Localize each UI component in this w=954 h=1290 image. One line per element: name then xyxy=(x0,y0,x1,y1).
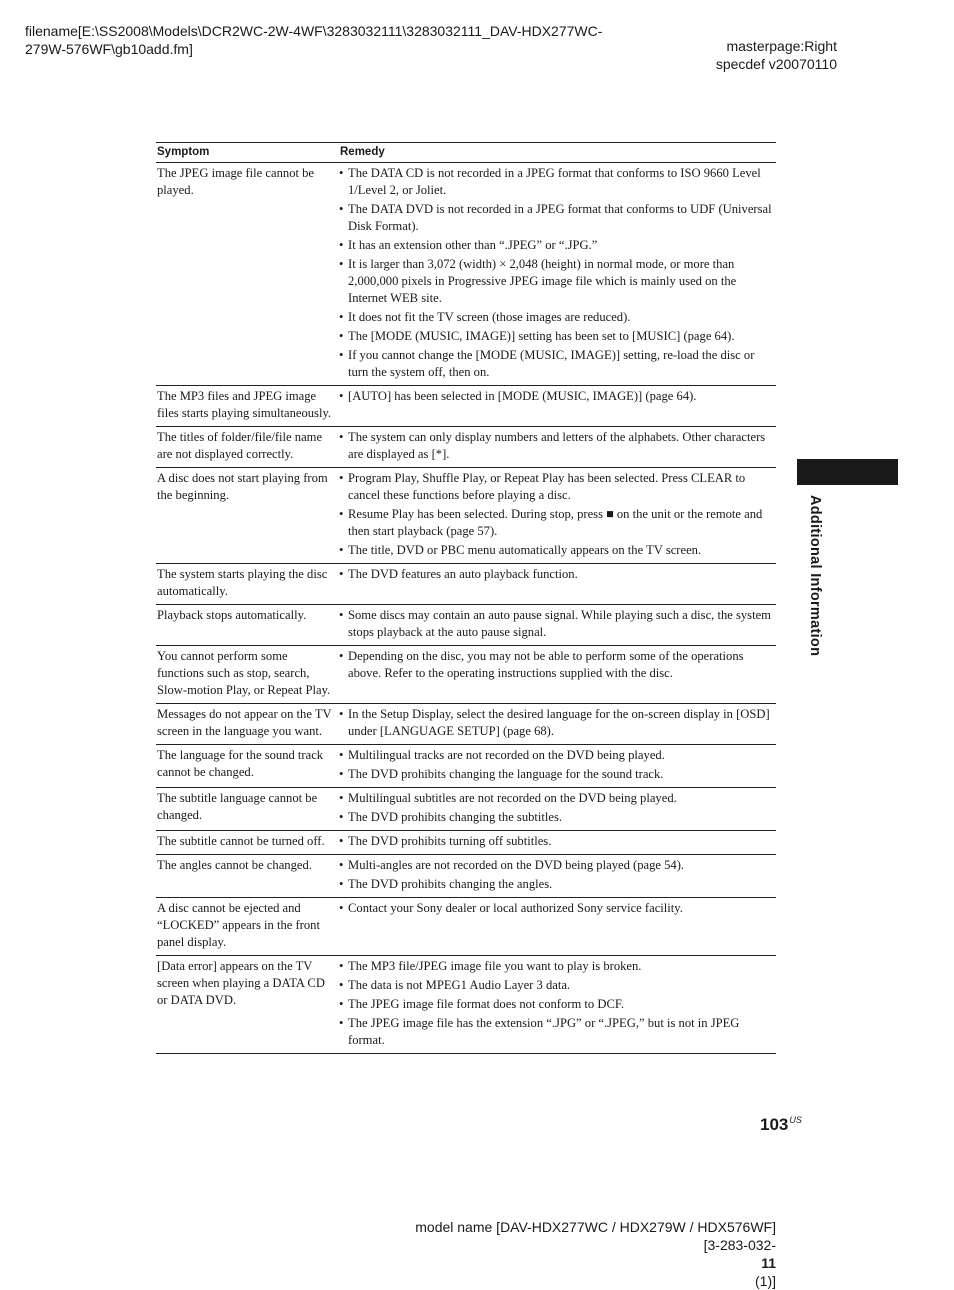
table-row xyxy=(156,427,776,468)
remedy-item: • Program Play, Shuffle Play, or Repeat Play has been selected. Press CLEAR to cancel these functions before playing a disc. xyxy=(339,470,776,504)
remedy-item: • The DATA CD is not recorded in a JPEG format that conforms to ISO 9660 Level 1/Level 2, or Joliet. xyxy=(339,165,776,199)
symptom-cell: A disc cannot be ejected and “LOCKED” appears in the front panel display. xyxy=(156,898,339,956)
table-body xyxy=(156,163,776,1054)
model-name: model name [DAV-HDX277WC / HDX279W / HDX576WF] xyxy=(415,1219,776,1235)
filename-line-2: 279W-576WF\gb10add.fm] xyxy=(25,41,193,57)
table-row xyxy=(156,386,776,427)
symptom-cell: Playback stops automatically. xyxy=(156,605,339,646)
remedy-item: • In the Setup Display, select the desired language for the on-screen display in [OSD] under [LANGUAGE SETUP] (page 68). xyxy=(339,706,776,740)
section-tab xyxy=(797,459,898,485)
table-header-row xyxy=(156,143,776,163)
troubleshooting-table xyxy=(156,142,776,1054)
remedy-item: • Resume Play has been selected. During stop, press ■ on the unit or the remote and then start playback (page 57). xyxy=(339,506,776,540)
symptom-cell: Messages do not appear on the TV screen in the language you want. xyxy=(156,704,339,745)
remedy-item: • Multi-angles are not recorded on the DVD being played (page 54). xyxy=(339,857,776,874)
remedy-item: • It is larger than 3,072 (width) × 2,048 (height) in normal mode, or more than 2,000,000 pixels in Progressive JPEG image file which is mainly used on the Internet WEB site. xyxy=(339,256,776,307)
filename-header xyxy=(25,22,665,58)
specdef-text: specdef v20070110 xyxy=(715,56,837,72)
remedy-cell xyxy=(339,704,776,745)
table-row xyxy=(156,898,776,956)
symptom-cell: The subtitle cannot be turned off. xyxy=(156,831,339,855)
table-row xyxy=(156,163,776,386)
remedy-item: • [AUTO] has been selected in [MODE (MUSIC, IMAGE)] (page 64). xyxy=(339,388,776,405)
symptom-cell: The language for the sound track cannot be changed. xyxy=(156,745,339,788)
remedy-cell xyxy=(339,468,776,564)
symptom-cell: The system starts playing the disc automatically. xyxy=(156,564,339,605)
table-row xyxy=(156,831,776,855)
table-row xyxy=(156,788,776,831)
page-number xyxy=(760,1115,840,1135)
remedy-item: • The DVD prohibits changing the language for the sound track. xyxy=(339,766,776,783)
remedy-item: • The system can only display numbers and letters of the alphabets. Other characters are displayed as [*]. xyxy=(339,429,776,463)
filename-line-1: filename[E:\SS2008\Models\DCR2WC-2W-4WF\3283032111\3283032111_DAV-HDX277WC- xyxy=(25,23,603,39)
masterpage-header xyxy=(640,37,837,73)
remedy-cell xyxy=(339,898,776,956)
remedy-cell xyxy=(339,956,776,1054)
remedy-cell xyxy=(339,605,776,646)
remedy-cell xyxy=(339,386,776,427)
remedy-item: • It has an extension other than “.JPEG” or “.JPG.” xyxy=(339,237,776,254)
remedy-item: • Multilingual tracks are not recorded on the DVD being played. xyxy=(339,747,776,764)
table-row xyxy=(156,956,776,1054)
remedy-item: • The title, DVD or PBC menu automatically appears on the TV screen. xyxy=(339,542,776,559)
symptom-cell: The MP3 files and JPEG image files starts playing simultaneously. xyxy=(156,386,339,427)
page-number-suffix: US xyxy=(789,1115,802,1125)
symptom-cell: [Data error] appears on the TV screen when playing a DATA CD or DATA DVD. xyxy=(156,956,339,1054)
remedy-item: • The [MODE (MUSIC, IMAGE)] setting has been set to [MUSIC] (page 64). xyxy=(339,328,776,345)
remedy-header: Remedy xyxy=(339,143,776,163)
remedy-cell xyxy=(339,564,776,605)
section-label: Additional Information xyxy=(807,495,823,657)
remedy-item: • Multilingual subtitles are not recorded on the DVD being played. xyxy=(339,790,776,807)
symptom-cell: A disc does not start playing from the beginning. xyxy=(156,468,339,564)
table-row xyxy=(156,646,776,704)
remedy-item: • The MP3 file/JPEG image file you want to play is broken. xyxy=(339,958,776,975)
page-number-value: 103 xyxy=(760,1115,789,1134)
symptom-cell: The angles cannot be changed. xyxy=(156,855,339,898)
remedy-cell xyxy=(339,646,776,704)
remedy-cell xyxy=(339,831,776,855)
remedy-item: • The JPEG image file format does not conform to DCF. xyxy=(339,996,776,1013)
remedy-item: • Contact your Sony dealer or local authorized Sony service facility. xyxy=(339,900,776,917)
remedy-cell xyxy=(339,745,776,788)
remedy-item: • The DVD prohibits changing the angles. xyxy=(339,876,776,893)
symptom-cell: The subtitle language cannot be changed. xyxy=(156,788,339,831)
remedy-item: • The DVD features an auto playback function. xyxy=(339,566,776,583)
document-code xyxy=(376,1236,776,1290)
remedy-cell xyxy=(339,855,776,898)
document-code-bold: 11 xyxy=(761,1255,776,1271)
remedy-item: • The DVD prohibits turning off subtitles. xyxy=(339,833,776,850)
symptom-cell: You cannot perform some functions such as stop, search, Slow-motion Play, or Repeat Play. xyxy=(156,646,339,704)
symptom-cell: The JPEG image file cannot be played. xyxy=(157,166,315,197)
remedy-cell xyxy=(339,163,776,386)
document-code-suffix: (1)] xyxy=(755,1273,776,1289)
remedy-item: • The DVD prohibits changing the subtitles. xyxy=(339,809,776,826)
remedy-cell xyxy=(339,788,776,831)
footer xyxy=(376,1218,776,1290)
remedy-cell xyxy=(339,427,776,468)
table-row xyxy=(156,605,776,646)
remedy-item: • The data is not MPEG1 Audio Layer 3 data. xyxy=(339,977,776,994)
table-row xyxy=(156,855,776,898)
masterpage-text: masterpage:Right xyxy=(726,38,837,54)
table-row xyxy=(156,468,776,564)
symptom-header: Symptom xyxy=(156,143,339,163)
document-code-prefix: [3-283-032- xyxy=(703,1237,776,1253)
remedy-item: • Depending on the disc, you may not be able to perform some of the operations above. Refer to the operating instructions supplied with the disc. xyxy=(339,648,776,682)
table-row xyxy=(156,745,776,788)
remedy-item: • It does not fit the TV screen (those images are reduced). xyxy=(339,309,776,326)
symptom-cell: The titles of folder/file/file name are not displayed correctly. xyxy=(156,427,339,468)
remedy-item: • Some discs may contain an auto pause signal. While playing such a disc, the system stops playback at the auto pause signal. xyxy=(339,607,776,641)
remedy-item: • If you cannot change the [MODE (MUSIC, IMAGE)] setting, re-load the disc or turn the system off, then on. xyxy=(339,347,776,381)
table-row xyxy=(156,704,776,745)
table-row xyxy=(156,564,776,605)
remedy-item: • The DATA DVD is not recorded in a JPEG format that conforms to UDF (Universal Disk Format). xyxy=(339,201,776,235)
remedy-item: • The JPEG image file has the extension “.JPG” or “.JPEG,” but is not in JPEG format. xyxy=(339,1015,776,1049)
